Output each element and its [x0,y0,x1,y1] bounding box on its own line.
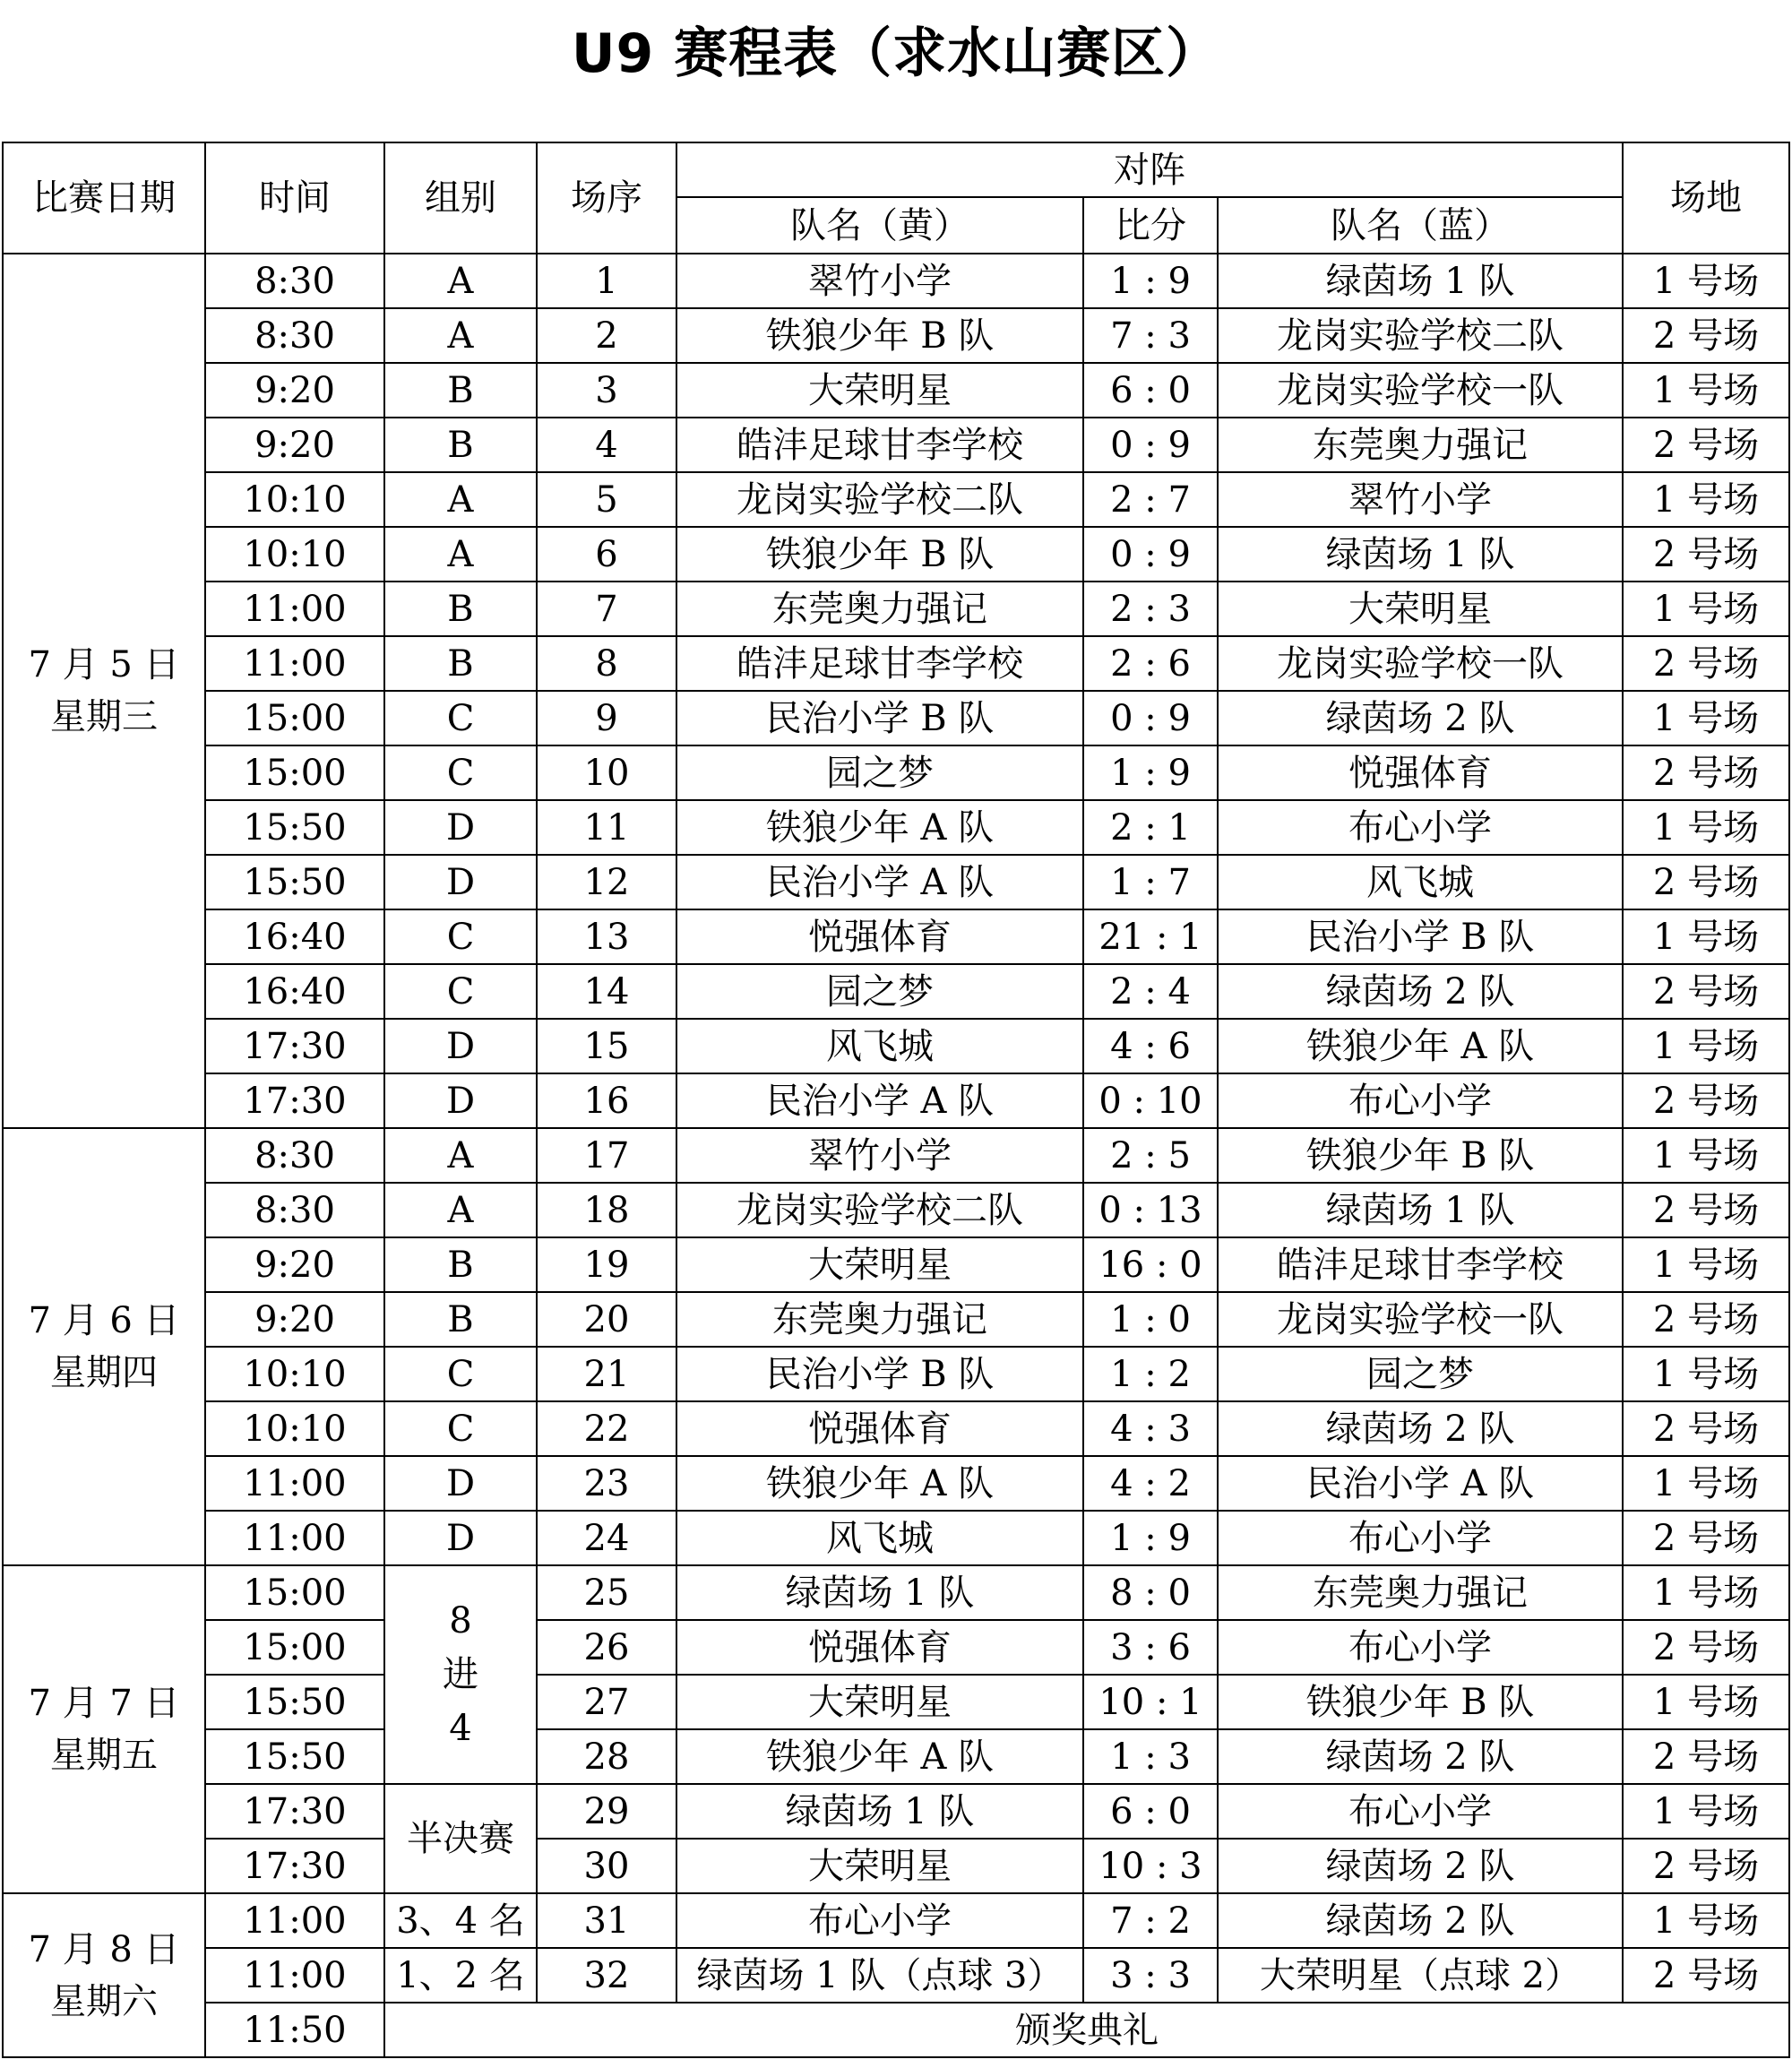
venue-cell: 2 号场 [1623,527,1789,582]
venue-cell: 1 号场 [1623,1565,1789,1620]
match-row [3,745,1789,800]
time-cell: 17:30 [205,1073,384,1128]
group-cell: D [384,1019,537,1073]
venue-cell: 1 号场 [1623,1784,1789,1839]
order-cell: 29 [537,1784,676,1839]
score-cell: 2 : 3 [1083,582,1218,636]
match-row [3,1456,1789,1511]
order-cell: 11 [537,800,676,855]
score-cell: 2 : 7 [1083,472,1218,527]
team-blue-cell: 布心小学 [1218,1073,1623,1128]
date-cell [3,1128,205,1565]
venue-cell: 2 号场 [1623,1948,1789,2003]
team-blue-cell: 布心小学 [1218,1784,1623,1839]
venue-cell: 1 号场 [1623,1019,1789,1073]
group-cell: D [384,1511,537,1565]
team-blue-cell: 绿茵场 2 队 [1218,1893,1623,1948]
stage-quarter-char: 4 [449,1708,472,1749]
order-cell: 24 [537,1511,676,1565]
order-cell: 9 [537,691,676,745]
time-cell: 15:00 [205,691,384,745]
group-cell: B [384,582,537,636]
venue-cell: 2 号场 [1623,1401,1789,1456]
team-yellow-cell: 绿茵场 1 队 [676,1784,1083,1839]
group-cell: B [384,418,537,472]
order-cell: 26 [537,1620,676,1675]
time-cell: 15:50 [205,1729,384,1784]
group-cell: B [384,363,537,418]
order-cell: 21 [537,1347,676,1401]
team-yellow-cell: 铁狼少年 A 队 [676,1456,1083,1511]
venue-cell: 2 号场 [1623,636,1789,691]
group-cell: D [384,855,537,909]
header-group: 组别 [384,142,537,254]
order-cell: 16 [537,1073,676,1128]
date-text: 7 月 6 日 [28,1300,180,1341]
venue-cell: 1 号场 [1623,1675,1789,1729]
score-cell: 0 : 9 [1083,527,1218,582]
venue-cell: 2 号场 [1623,308,1789,363]
team-yellow-cell: 民治小学 B 队 [676,691,1083,745]
score-cell: 0 : 9 [1083,691,1218,745]
time-cell: 17:30 [205,1839,384,1893]
time-cell: 15:50 [205,855,384,909]
score-cell: 10 : 3 [1083,1839,1218,1893]
order-cell: 6 [537,527,676,582]
team-blue-cell: 绿茵场 2 队 [1218,691,1623,745]
header-date: 比赛日期 [3,142,205,254]
stage-quarter-char: 8 [449,1600,472,1641]
time-cell: 11:00 [205,1511,384,1565]
team-blue-cell: 绿茵场 2 队 [1218,1729,1623,1784]
venue-cell: 2 号场 [1623,1292,1789,1347]
date-text: 7 月 5 日 [28,644,180,685]
match-row [3,1183,1789,1237]
team-yellow-cell: 龙岗实验学校二队 [676,1183,1083,1237]
group-cell: C [384,964,537,1019]
date-cell [3,1565,205,1893]
match-row [3,582,1789,636]
team-yellow-cell: 悦强体育 [676,909,1083,964]
schedule-table [2,142,1790,2058]
score-cell: 21 : 1 [1083,909,1218,964]
team-blue-cell: 园之梦 [1218,1347,1623,1401]
match-row [3,1729,1789,1784]
order-cell: 28 [537,1729,676,1784]
time-cell: 8:30 [205,1128,384,1183]
match-row [3,1073,1789,1128]
score-cell: 1 : 0 [1083,1292,1218,1347]
group-cell: D [384,1073,537,1128]
team-blue-cell: 绿茵场 2 队 [1218,1401,1623,1456]
match-row [3,418,1789,472]
team-yellow-cell: 大荣明星 [676,363,1083,418]
order-cell: 23 [537,1456,676,1511]
time-cell: 11:00 [205,1456,384,1511]
order-cell: 30 [537,1839,676,1893]
match-row [3,855,1789,909]
match-row [3,308,1789,363]
score-cell: 0 : 13 [1083,1183,1218,1237]
team-blue-cell: 铁狼少年 A 队 [1218,1019,1623,1073]
team-yellow-cell: 悦强体育 [676,1620,1083,1675]
time-cell: 8:30 [205,254,384,308]
team-yellow-cell: 大荣明星 [676,1839,1083,1893]
team-yellow-cell: 风飞城 [676,1511,1083,1565]
order-cell: 5 [537,472,676,527]
group-cell: D [384,800,537,855]
score-cell: 1 : 7 [1083,855,1218,909]
time-cell: 9:20 [205,363,384,418]
team-yellow-cell: 园之梦 [676,964,1083,1019]
team-yellow-cell: 绿茵场 1 队 [676,1565,1083,1620]
team-blue-cell: 大荣明星（点球 2） [1218,1948,1623,2003]
match-row [3,1128,1789,1183]
group-cell: B [384,1292,537,1347]
team-blue-cell: 东莞奥力强记 [1218,418,1623,472]
match-row [3,363,1789,418]
time-cell: 10:10 [205,472,384,527]
time-cell: 17:30 [205,1784,384,1839]
order-cell: 32 [537,1948,676,2003]
team-yellow-cell: 皓沣足球甘李学校 [676,418,1083,472]
team-blue-cell: 绿茵场 2 队 [1218,964,1623,1019]
time-cell: 16:40 [205,909,384,964]
venue-cell: 2 号场 [1623,418,1789,472]
venue-cell: 1 号场 [1623,1456,1789,1511]
weekday-text: 星期五 [50,1735,158,1776]
score-cell: 1 : 2 [1083,1347,1218,1401]
match-row [3,1292,1789,1347]
order-cell: 27 [537,1675,676,1729]
team-blue-cell: 皓沣足球甘李学校 [1218,1237,1623,1292]
order-cell: 22 [537,1401,676,1456]
match-row [3,636,1789,691]
team-blue-cell: 风飞城 [1218,855,1623,909]
venue-cell: 1 号场 [1623,472,1789,527]
venue-cell: 2 号场 [1623,1729,1789,1784]
team-yellow-cell: 大荣明星 [676,1675,1083,1729]
date-cell [3,1893,205,2057]
score-cell: 4 : 2 [1083,1456,1218,1511]
time-cell: 15:50 [205,800,384,855]
score-cell: 7 : 3 [1083,308,1218,363]
order-cell: 17 [537,1128,676,1183]
venue-cell: 2 号场 [1623,1511,1789,1565]
header-team-blue: 队名（蓝） [1218,197,1623,254]
team-blue-cell: 龙岗实验学校一队 [1218,1292,1623,1347]
venue-cell: 2 号场 [1623,855,1789,909]
team-blue-cell: 绿茵场 1 队 [1218,254,1623,308]
team-yellow-cell: 铁狼少年 B 队 [676,527,1083,582]
group-cell: A [384,1128,537,1183]
score-cell: 10 : 1 [1083,1675,1218,1729]
order-cell: 1 [537,254,676,308]
venue-cell: 1 号场 [1623,254,1789,308]
time-cell: 9:20 [205,1292,384,1347]
team-yellow-cell: 铁狼少年 A 队 [676,800,1083,855]
venue-cell: 2 号场 [1623,1073,1789,1128]
order-cell: 8 [537,636,676,691]
venue-cell: 2 号场 [1623,1620,1789,1675]
order-cell: 19 [537,1237,676,1292]
order-cell: 31 [537,1893,676,1948]
weekday-text: 星期四 [50,1352,158,1393]
score-cell: 4 : 6 [1083,1019,1218,1073]
group-cell: A [384,308,537,363]
group-cell: C [384,1401,537,1456]
time-cell: 16:40 [205,964,384,1019]
time-cell: 17:30 [205,1019,384,1073]
score-cell: 3 : 3 [1083,1948,1218,2003]
team-yellow-cell: 民治小学 A 队 [676,855,1083,909]
date-text: 7 月 8 日 [28,1928,180,1970]
team-yellow-cell: 绿茵场 1 队（点球 3） [676,1948,1083,2003]
match-row [3,1511,1789,1565]
header-score: 比分 [1083,197,1218,254]
score-cell: 1 : 9 [1083,254,1218,308]
match-row [3,1347,1789,1401]
stage-cell [384,1565,537,1784]
team-blue-cell: 铁狼少年 B 队 [1218,1128,1623,1183]
venue-cell: 1 号场 [1623,1893,1789,1948]
header-time: 时间 [205,142,384,254]
match-row [3,800,1789,855]
team-yellow-cell: 铁狼少年 B 队 [676,308,1083,363]
group-cell: B [384,1237,537,1292]
team-blue-cell: 绿茵场 1 队 [1218,1183,1623,1237]
team-blue-cell: 绿茵场 1 队 [1218,527,1623,582]
venue-cell: 1 号场 [1623,363,1789,418]
venue-cell: 1 号场 [1623,800,1789,855]
team-yellow-cell: 园之梦 [676,745,1083,800]
order-cell: 20 [537,1292,676,1347]
date-cell [3,254,205,1128]
venue-cell: 1 号场 [1623,909,1789,964]
time-cell: 9:20 [205,418,384,472]
venue-cell: 2 号场 [1623,1839,1789,1893]
order-cell: 10 [537,745,676,800]
score-cell: 1 : 3 [1083,1729,1218,1784]
match-row [3,1565,1789,1620]
team-blue-cell: 龙岗实验学校一队 [1218,363,1623,418]
time-cell: 10:10 [205,1347,384,1401]
time-cell: 15:00 [205,745,384,800]
team-blue-cell: 龙岗实验学校一队 [1218,636,1623,691]
match-row [3,254,1789,308]
team-yellow-cell: 布心小学 [676,1893,1083,1948]
match-row [3,1948,1789,2003]
weekday-text: 星期六 [50,1980,158,2022]
match-row [3,1401,1789,1456]
team-blue-cell: 大荣明星 [1218,582,1623,636]
header-row [3,142,1789,197]
group-cell: D [384,1456,537,1511]
group-cell: B [384,636,537,691]
team-blue-cell: 东莞奥力强记 [1218,1565,1623,1620]
time-cell: 10:10 [205,1401,384,1456]
time-cell: 11:00 [205,1948,384,2003]
score-cell: 6 : 0 [1083,1784,1218,1839]
group-cell: C [384,745,537,800]
group-cell: C [384,691,537,745]
score-cell: 8 : 0 [1083,1565,1218,1620]
score-cell: 4 : 3 [1083,1401,1218,1456]
venue-cell: 2 号场 [1623,745,1789,800]
order-cell: 14 [537,964,676,1019]
score-cell: 3 : 6 [1083,1620,1218,1675]
time-cell: 11:50 [205,2003,384,2057]
group-cell: A [384,1183,537,1237]
match-row [3,1620,1789,1675]
match-row [3,691,1789,745]
venue-cell: 1 号场 [1623,1128,1789,1183]
order-cell: 3 [537,363,676,418]
match-row [3,472,1789,527]
order-cell: 2 [537,308,676,363]
stage-cell: 1、2 名 [384,1948,537,2003]
team-yellow-cell: 翠竹小学 [676,1128,1083,1183]
time-cell: 11:00 [205,582,384,636]
score-cell: 0 : 9 [1083,418,1218,472]
score-cell: 16 : 0 [1083,1237,1218,1292]
match-row [3,527,1789,582]
team-blue-cell: 龙岗实验学校二队 [1218,308,1623,363]
time-cell: 8:30 [205,308,384,363]
match-row [3,1237,1789,1292]
match-row [3,1784,1789,1839]
team-yellow-cell: 悦强体育 [676,1401,1083,1456]
time-cell: 11:00 [205,1893,384,1948]
order-cell: 4 [537,418,676,472]
header-venue: 场地 [1623,142,1789,254]
score-cell: 1 : 9 [1083,745,1218,800]
team-yellow-cell: 大荣明星 [676,1237,1083,1292]
date-text: 7 月 7 日 [28,1683,180,1724]
group-cell: C [384,1347,537,1401]
group-cell: A [384,472,537,527]
team-blue-cell: 布心小学 [1218,1511,1623,1565]
score-cell: 6 : 0 [1083,363,1218,418]
match-row [3,1893,1789,1948]
team-blue-cell: 铁狼少年 B 队 [1218,1675,1623,1729]
team-yellow-cell: 皓沣足球甘李学校 [676,636,1083,691]
match-row [3,1019,1789,1073]
stage-cell: 3、4 名 [384,1893,537,1948]
group-cell: A [384,254,537,308]
stage-quarter-char: 进 [443,1654,478,1695]
order-cell: 18 [537,1183,676,1237]
team-yellow-cell: 民治小学 B 队 [676,1347,1083,1401]
venue-cell: 1 号场 [1623,691,1789,745]
team-blue-cell: 民治小学 B 队 [1218,909,1623,964]
venue-cell: 2 号场 [1623,964,1789,1019]
venue-cell: 2 号场 [1623,1183,1789,1237]
team-yellow-cell: 民治小学 A 队 [676,1073,1083,1128]
score-cell: 2 : 5 [1083,1128,1218,1183]
order-cell: 25 [537,1565,676,1620]
score-cell: 2 : 6 [1083,636,1218,691]
time-cell: 9:20 [205,1237,384,1292]
header-order: 场序 [537,142,676,254]
team-blue-cell: 民治小学 A 队 [1218,1456,1623,1511]
score-cell: 2 : 1 [1083,800,1218,855]
order-cell: 13 [537,909,676,964]
time-cell: 15:00 [205,1565,384,1620]
ceremony-cell: 颁奖典礼 [384,2003,1789,2057]
ceremony-row [3,2003,1789,2057]
team-blue-cell: 悦强体育 [1218,745,1623,800]
page-title: U9 赛程表（求水山赛区） [571,22,1221,85]
time-cell: 8:30 [205,1183,384,1237]
venue-cell: 1 号场 [1623,582,1789,636]
team-yellow-cell: 风飞城 [676,1019,1083,1073]
team-yellow-cell: 龙岗实验学校二队 [676,472,1083,527]
match-row [3,964,1789,1019]
score-cell: 1 : 9 [1083,1511,1218,1565]
match-row [3,909,1789,964]
time-cell: 10:10 [205,527,384,582]
team-blue-cell: 布心小学 [1218,1620,1623,1675]
group-cell: C [384,909,537,964]
team-blue-cell: 翠竹小学 [1218,472,1623,527]
time-cell: 15:50 [205,1675,384,1729]
team-yellow-cell: 翠竹小学 [676,254,1083,308]
header-team-yellow: 队名（黄） [676,197,1083,254]
time-cell: 11:00 [205,636,384,691]
team-yellow-cell: 东莞奥力强记 [676,1292,1083,1347]
score-cell: 2 : 4 [1083,964,1218,1019]
team-blue-cell: 布心小学 [1218,800,1623,855]
venue-cell: 1 号场 [1623,1347,1789,1401]
stage-cell: 半决赛 [384,1784,537,1893]
time-cell: 15:00 [205,1620,384,1675]
order-cell: 7 [537,582,676,636]
match-row [3,1839,1789,1893]
match-row [3,1675,1789,1729]
score-cell: 7 : 2 [1083,1893,1218,1948]
order-cell: 15 [537,1019,676,1073]
score-cell: 0 : 10 [1083,1073,1218,1128]
team-yellow-cell: 铁狼少年 A 队 [676,1729,1083,1784]
order-cell: 12 [537,855,676,909]
header-matchup: 对阵 [676,142,1623,197]
venue-cell: 1 号场 [1623,1237,1789,1292]
team-blue-cell: 绿茵场 2 队 [1218,1839,1623,1893]
team-yellow-cell: 东莞奥力强记 [676,582,1083,636]
group-cell: A [384,527,537,582]
weekday-text: 星期三 [50,696,158,737]
